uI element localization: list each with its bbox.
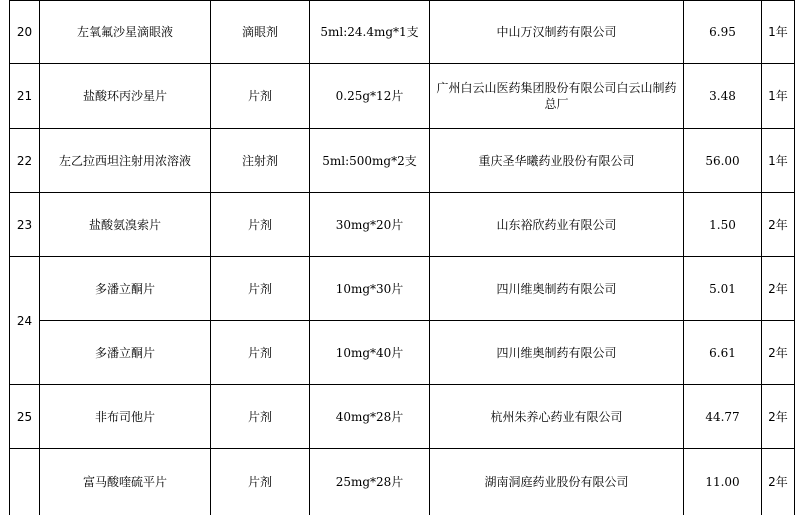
row-number: 23 [10, 193, 40, 257]
price: 1.50 [684, 193, 762, 257]
manufacturer: 杭州朱养心药业有限公司 [430, 385, 684, 449]
shelf-life: 2年 [762, 257, 795, 321]
table-row [10, 257, 795, 321]
shelf-life: 2年 [762, 193, 795, 257]
price: 5.01 [684, 257, 762, 321]
table-row [10, 385, 795, 449]
dosage-form: 注射剂 [211, 129, 310, 193]
row-number: 25 [10, 385, 40, 449]
price: 11.00 [684, 449, 762, 516]
price: 6.95 [684, 1, 762, 64]
drug-name: 盐酸环丙沙星片 [40, 64, 211, 129]
drug-name: 富马酸喹硫平片 [40, 449, 211, 516]
manufacturer: 四川维奥制药有限公司 [430, 257, 684, 321]
price: 3.48 [684, 64, 762, 129]
drug-price-table [9, 0, 795, 515]
specification: 10mg*40片 [310, 321, 430, 385]
drug-name: 非布司他片 [40, 385, 211, 449]
table-row [10, 193, 795, 257]
dosage-form: 片剂 [211, 193, 310, 257]
price: 44.77 [684, 385, 762, 449]
dosage-form: 片剂 [211, 257, 310, 321]
drug-name: 左乙拉西坦注射用浓溶液 [40, 129, 211, 193]
specification: 5ml:500mg*2支 [310, 129, 430, 193]
dosage-form: 滴眼剂 [211, 1, 310, 64]
shelf-life: 1年 [762, 64, 795, 129]
row-number: 24 [10, 257, 40, 385]
manufacturer: 重庆圣华曦药业股份有限公司 [430, 129, 684, 193]
manufacturer: 广州白云山医药集团股份有限公司白云山制药总厂 [430, 64, 684, 129]
shelf-life: 2年 [762, 385, 795, 449]
manufacturer: 湖南洞庭药业股份有限公司 [430, 449, 684, 516]
drug-name: 盐酸氨溴索片 [40, 193, 211, 257]
price: 56.00 [684, 129, 762, 193]
shelf-life: 1年 [762, 129, 795, 193]
row-number: 20 [10, 1, 40, 64]
drug-name: 多潘立酮片 [40, 257, 211, 321]
dosage-form: 片剂 [211, 321, 310, 385]
manufacturer: 四川维奥制药有限公司 [430, 321, 684, 385]
specification: 10mg*30片 [310, 257, 430, 321]
price: 6.61 [684, 321, 762, 385]
specification: 30mg*20片 [310, 193, 430, 257]
table-row [10, 129, 795, 193]
table-row [10, 449, 795, 516]
manufacturer: 中山万汉制药有限公司 [430, 1, 684, 64]
dosage-form: 片剂 [211, 64, 310, 129]
shelf-life: 2年 [762, 449, 795, 516]
table-row [10, 64, 795, 129]
drug-name: 左氧氟沙星滴眼液 [40, 1, 211, 64]
specification: 40mg*28片 [310, 385, 430, 449]
shelf-life: 2年 [762, 321, 795, 385]
row-number: 22 [10, 129, 40, 193]
specification: 25mg*28片 [310, 449, 430, 516]
row-number [10, 449, 40, 516]
row-number: 21 [10, 64, 40, 129]
manufacturer: 山东裕欣药业有限公司 [430, 193, 684, 257]
dosage-form: 片剂 [211, 449, 310, 516]
table-row [10, 1, 795, 64]
drug-name: 多潘立酮片 [40, 321, 211, 385]
dosage-form: 片剂 [211, 385, 310, 449]
specification: 5ml:24.4mg*1支 [310, 1, 430, 64]
table-row [10, 321, 795, 385]
specification: 0.25g*12片 [310, 64, 430, 129]
shelf-life: 1年 [762, 1, 795, 64]
